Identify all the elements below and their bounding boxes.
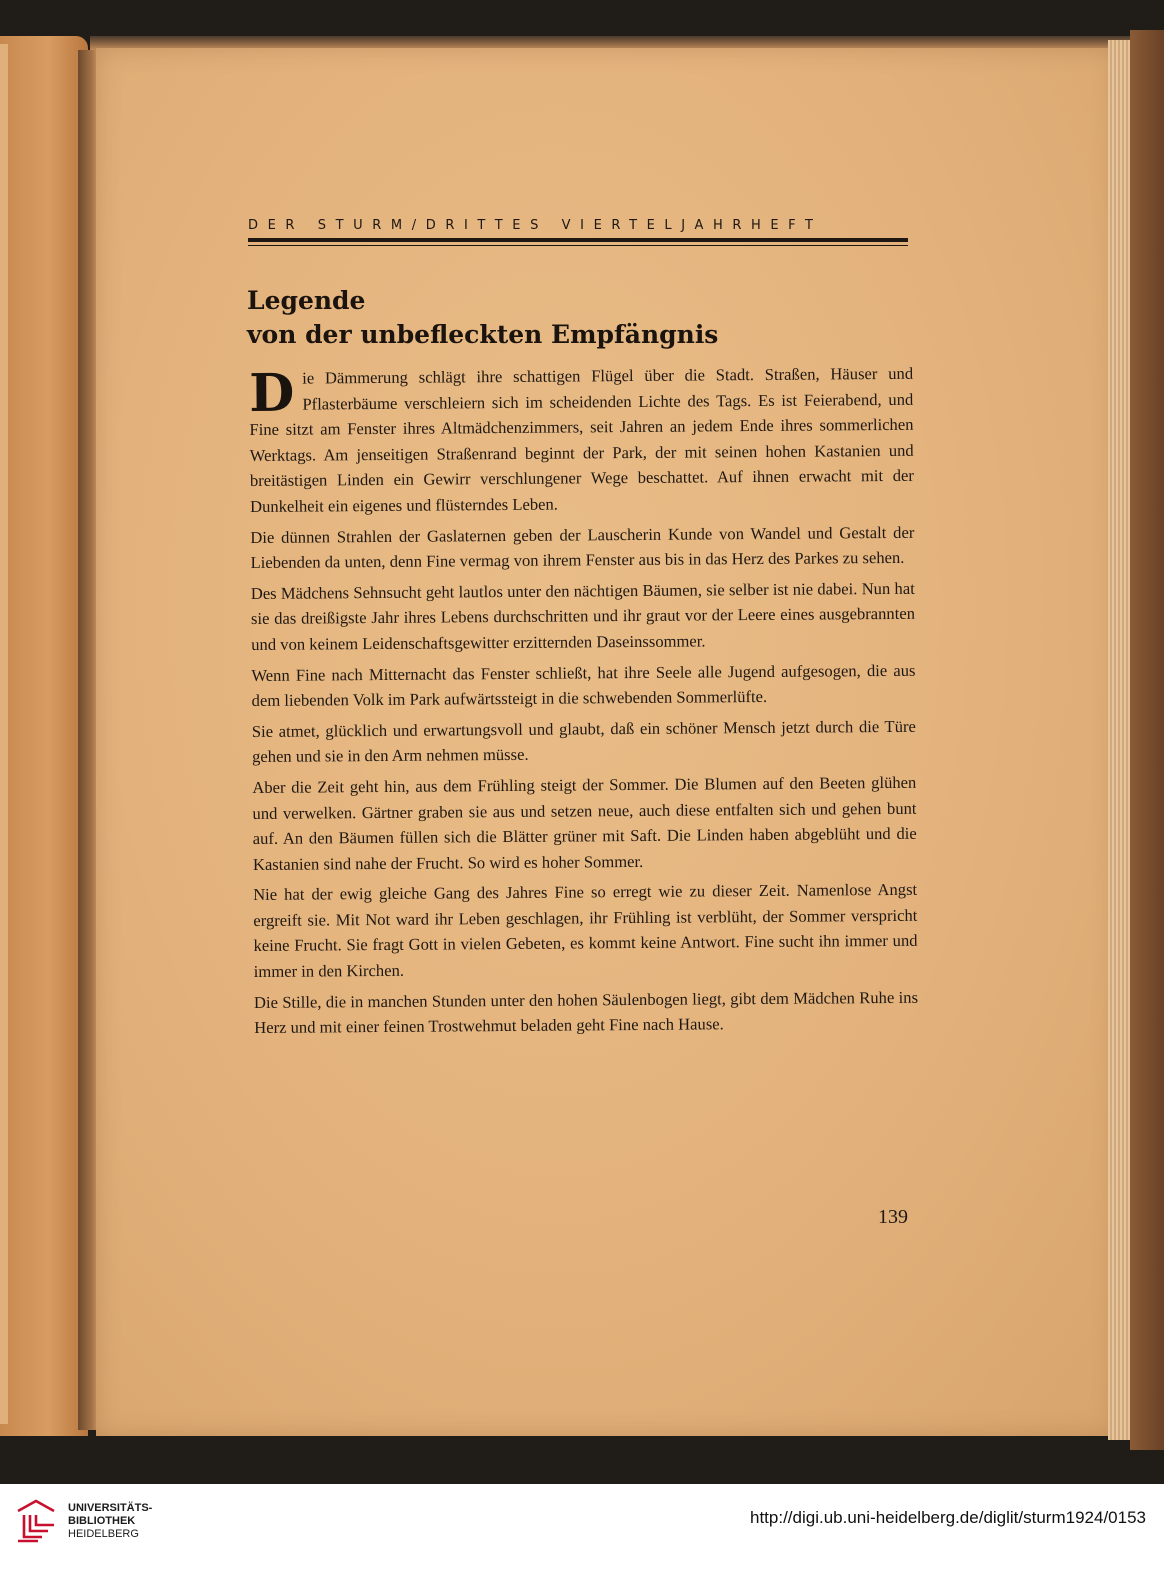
library-logo-icon[interactable]	[14, 1497, 60, 1543]
book-cover-edge	[1130, 30, 1164, 1450]
paragraph: Nie hat der ewig gleiche Gang des Jahres Fine so erregt wie zu dieser Zeit. Namenlose Angst ergreift sie. Mit Not ward ihr Leben geschlagen, ihr Frühling ist verblüht, der Sommer verspricht keine Frucht. Sie fragt Gott in vielen Gebeten, es kommt keine Antwort. Fine sucht ihn immer und immer in den Kirchen.	[253, 880, 918, 982]
header-rule-thin	[248, 245, 908, 246]
paragraph	[249, 361, 914, 520]
paragraph-text: ie Dämmerung schlägt ihre schattigen Flügel über die Stadt. Straßen, Häuser und Pflasterbäume verschleiern sich im scheidenden Lichte des Tags. Es ist Feierabend, und Fine sitzt am Fenster ihres Altmädchenzimmers, seit Jahren an jedem Ende ihres sommerlichen Werktags. Am jenseitigen Straßenrand beginnt der Park, der mit seinen hohen Kastanien und breitästigen Linden ein Gewirr verschlungener Wege beschattet. Auf ihnen erwacht mit der Dunkelheit ein eigenes und flüsterndes Leben.	[249, 363, 914, 516]
paragraph: Des Mädchens Sehnsucht geht lautlos unter den nächtigen Bäumen, sie selber ist nie dabei. Nun hat sie das dreißigste Jahr ihres Lebens durchschritten und ihr graut vor der Leere eines ausgebrannten und von keinem Leidenschaftsgewitter erzitternden Daseinssommer.	[250, 578, 916, 654]
paragraph: Die Stille, die in manchen Stunden unter den hohen Säulenbogen liegt, gibt dem Mädchen Ruhe ins Herz und mit einer feinen Trostwehmut beladen geht Fine nach Hause.	[253, 987, 919, 1038]
left-page-edge	[0, 36, 88, 1436]
drop-cap: D	[248, 362, 295, 424]
library-name[interactable]	[68, 1502, 152, 1541]
article-body	[249, 361, 918, 1046]
library-name-line-1: UNIVERSITÄTS-	[68, 1502, 153, 1514]
library-name-line-2: BIBLIOTHEK	[68, 1515, 136, 1527]
title-line-1: Legende	[247, 286, 366, 315]
left-page-margin	[0, 44, 8, 1424]
header-rule	[248, 238, 908, 242]
paragraph: Die dünnen Strahlen der Gaslaternen geben der Lauscherin Kunde von Wandel und Gestalt der Liebenden da unten, denn Fine vermag von ihrem Fenster aus bis in das Herz des Parkes zu sehen.	[250, 522, 915, 573]
running-head: DER STURM/DRITTES VIERTELJAHRHEFT	[248, 218, 823, 233]
article-title	[247, 284, 887, 352]
page-stack-edge	[1108, 40, 1132, 1440]
paragraph: Sie atmet, glücklich und erwartungsvoll und glaubt, daß ein schöner Mensch jetzt durch die Türe gehen und sie in den Arm nehmen müsse.	[251, 716, 916, 767]
library-name-line-3: HEIDELBERG	[68, 1528, 139, 1540]
paragraph: Wenn Fine nach Mitternacht das Fenster schließt, hat ihre Seele alle Jugend aufgesogen, die aus dem liebenden Volk im Park aufwärtssteigt in die schwebenden Sommerlüfte.	[251, 660, 916, 711]
permalink-url[interactable]: http://digi.ub.uni-heidelberg.de/diglit/sturm1924/0153	[750, 1508, 1146, 1527]
title-line-2: von der unbefleckten Empfängnis	[247, 320, 719, 349]
page-number: 139	[878, 1206, 908, 1228]
footer-bar	[0, 1484, 1164, 1574]
paragraph: Aber die Zeit geht hin, aus dem Frühling steigt der Sommer. Die Blumen auf den Beeten glühen und verwelken. Gärtner graben sie aus und setzen neue, auch diese entfalten sich und gehen bunt auf. An den Bäumen füllen sich die Blätter grüner mit Saft. Die Linden haben abgeblüht und die Kastanien sind nahe der Frucht. So wird es hoher Sommer.	[252, 772, 917, 874]
